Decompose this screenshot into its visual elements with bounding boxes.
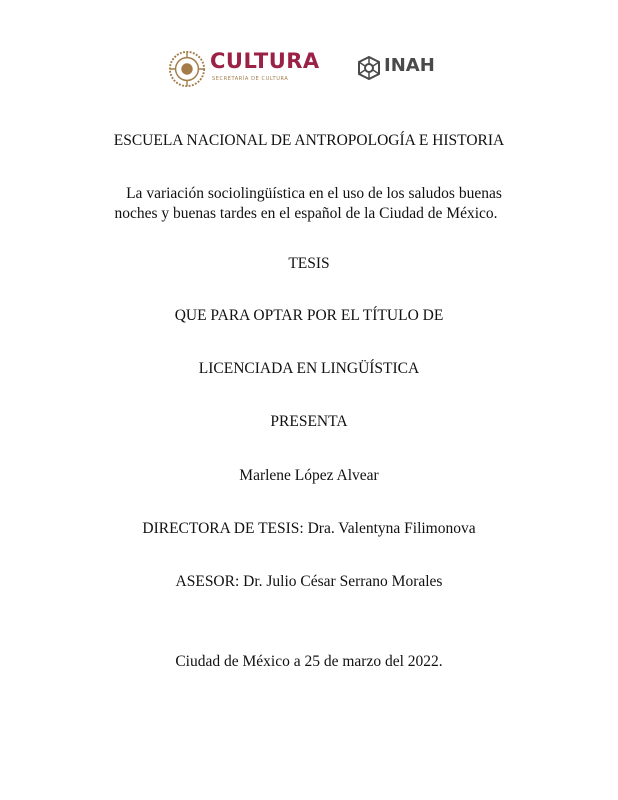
thesis-advisor: ASESOR: Dr. Julio César Serrano Morales [175, 573, 443, 590]
institution-name: ESCUELA NACIONAL DE ANTROPOLOGÍA E HISTORIA [113, 132, 505, 149]
header-logos [0, 44, 618, 94]
cultura-logo-text: CULTURA [210, 49, 320, 73]
place-and-date: Ciudad de México a 25 de marzo del 2022. [175, 653, 443, 670]
thesis-director: DIRECTORA DE TESIS: Dra. Valentyna Filimonova [142, 520, 476, 537]
presents-label: PRESENTA [270, 413, 348, 430]
thesis-title-line-1: La variación sociolingüística en el uso de los saludos buenas [126, 185, 502, 202]
inah-logo-icon [357, 56, 381, 80]
cultura-logo-subtext: SECRETARÍA DE CULTURA [212, 76, 289, 82]
inah-logo-text: INAH [384, 55, 435, 76]
degree-name: LICENCIADA EN LINGÜÍSTICA [198, 360, 420, 377]
author-name: Marlene López Alvear [239, 467, 379, 484]
cultura-seal-logo [168, 50, 206, 88]
degree-intro: QUE PARA OPTAR POR EL TÍTULO DE [174, 307, 444, 324]
thesis-title-line-2: noches y buenas tardes en el español de la Ciudad de México. [114, 205, 498, 222]
thesis-label: TESIS [288, 255, 330, 272]
